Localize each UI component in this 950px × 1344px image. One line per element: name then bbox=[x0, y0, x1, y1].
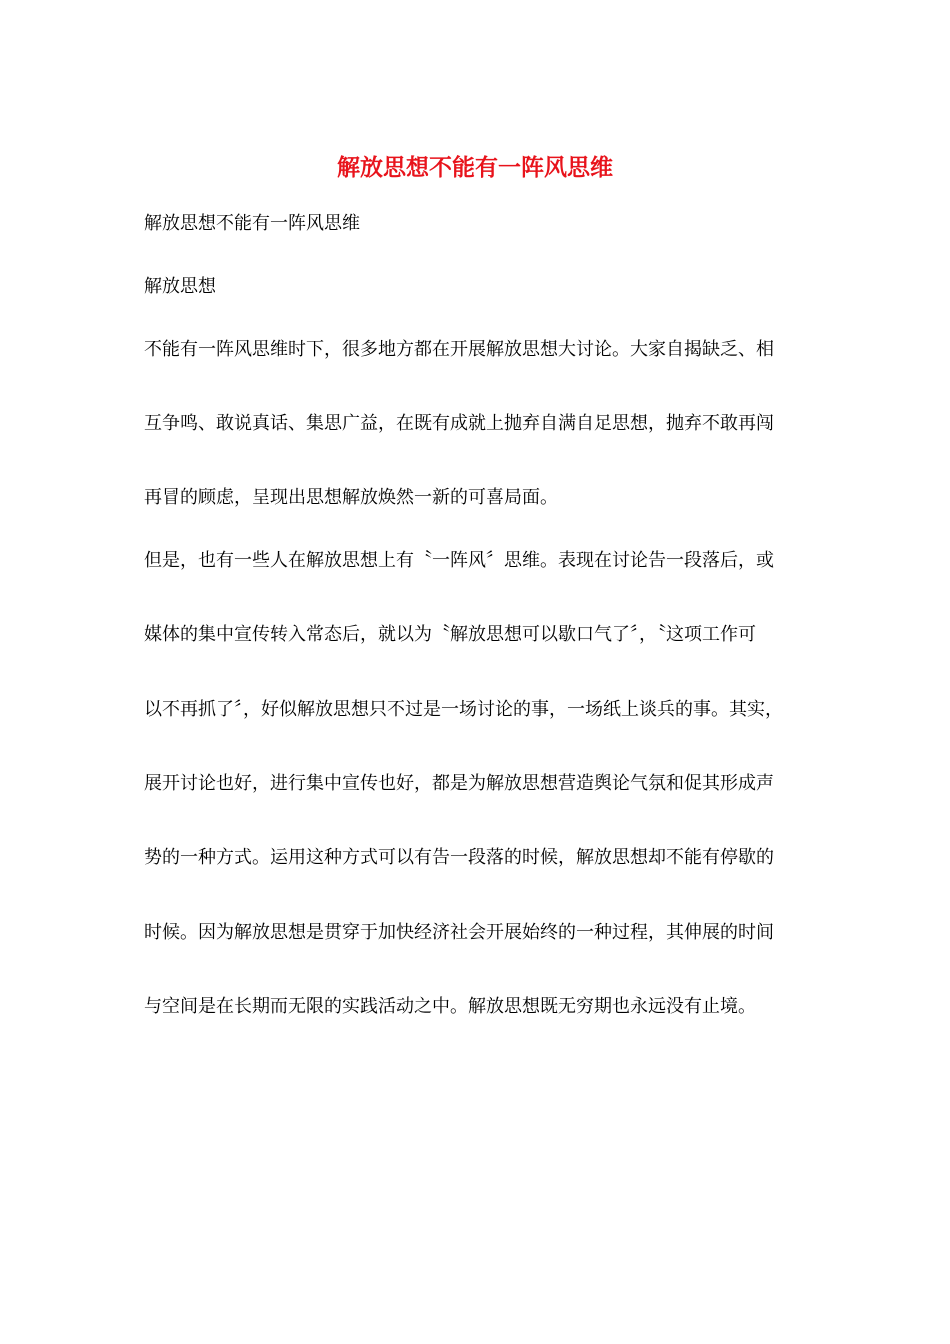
paragraph2-line-2: 媒体的集中宣传转入常态后，就以为〝解放思想可以歇口气了〞，〝这项工作可 bbox=[144, 624, 756, 645]
paragraph1-line-2: 互争鸣、敢说真话、集思广益，在既有成就上抛弃自满自足思想，抛弃不敢再闯 bbox=[144, 413, 774, 434]
subtitle-line: 解放思想不能有一阵风思维 bbox=[144, 213, 360, 234]
section-heading: 解放思想 bbox=[144, 276, 216, 297]
paragraph2-line-3: 以不再抓了〞，好似解放思想只不过是一场讨论的事，一场纸上谈兵的事。其实， bbox=[144, 699, 783, 720]
paragraph1-line-1: 不能有一阵风思维时下，很多地方都在开展解放思想大讨论。大家自揭缺乏、相 bbox=[144, 339, 774, 360]
paragraph2-line-7: 与空间是在长期而无限的实践活动之中。解放思想既无穷期也永远没有止境。 bbox=[144, 996, 756, 1017]
document-title: 解放思想不能有一阵风思维 bbox=[337, 154, 613, 181]
paragraph1-line-3: 再冒的顾虑，呈现出思想解放焕然一新的可喜局面。 bbox=[144, 487, 558, 508]
paragraph2-line-6: 时候。因为解放思想是贯穿于加快经济社会开展始终的一种过程，其伸展的时间 bbox=[144, 922, 774, 943]
paragraph2-line-5: 势的一种方式。运用这种方式可以有告一段落的时候，解放思想却不能有停歇的 bbox=[144, 847, 774, 868]
paragraph2-line-4: 展开讨论也好，进行集中宣传也好，都是为解放思想营造舆论气氛和促其形成声 bbox=[144, 773, 774, 794]
paragraph2-line-1: 但是，也有一些人在解放思想上有〝一阵风〞思维。表现在讨论告一段落后，或 bbox=[144, 550, 774, 571]
